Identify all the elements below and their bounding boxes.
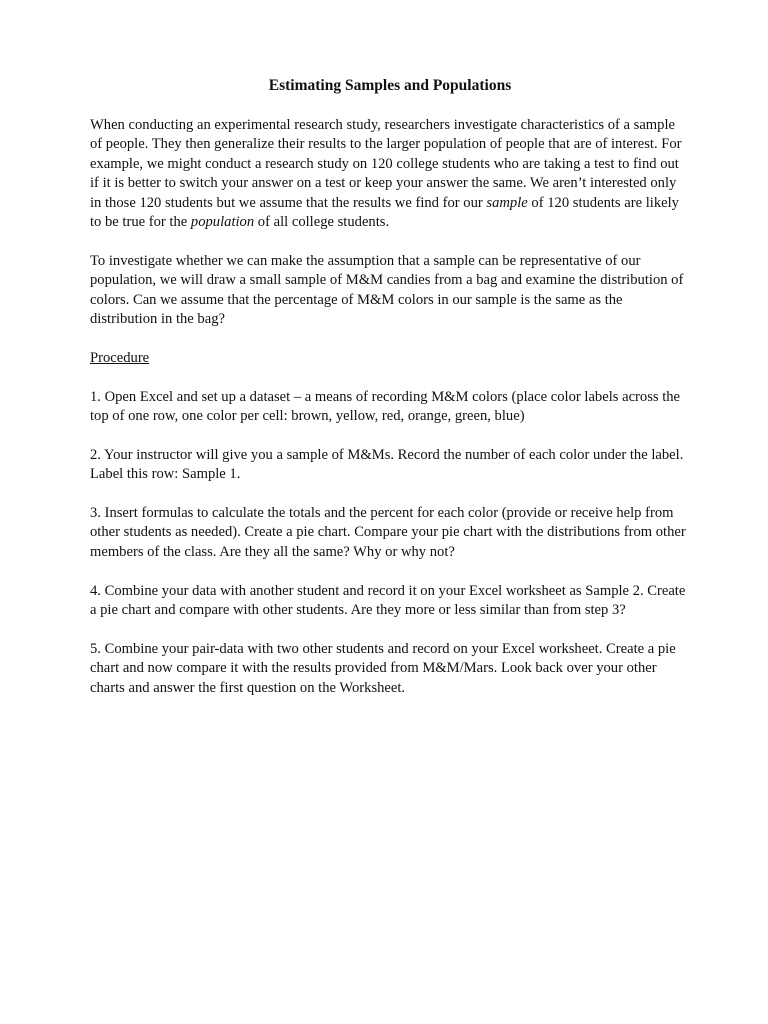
procedure-step: 2. Your instructor will give you a sample of M&Ms. Record the number of each color under the label. Label this row: Sample 1. (90, 446, 684, 483)
procedure-step: 5. Combine your pair-data with two other students and record on your Excel worksheet. Create a pie chart and now compare it with the results provided from M&M/Mars. Look back over your other charts and answer the first question on the Worksheet. (90, 640, 676, 696)
intro-paragraph-2: To investigate whether we can make the assumption that a sample can be representative of our population, we will draw a small sample of M&M candies from a bag and examine the distribution of colors. Can we assume that the percentage of M&M colors in our sample is the same as the distribution in the bag? (90, 252, 684, 328)
procedure-step: 1. Open Excel and set up a dataset – a means of recording M&M colors (place color labels across the top of one row, one color per cell: brown, yellow, red, orange, green, blue) (90, 388, 681, 425)
procedure-step: 3. Insert formulas to calculate the totals and the percent for each color (provide or receive help from other students as needed). Create a pie chart. Compare your pie chart with the distributions from other members of the class. Are they all the same? Why or why not? (90, 505, 686, 560)
procedure-step: 4. Combine your data with another student and record it on your Excel worksheet as Sample 2. Create a pie chart and compare with other students. Are they more or less similar than from step 3? (90, 582, 686, 619)
document-title: Estimating Samples and Populations (268, 77, 512, 94)
document-page (90, 76, 690, 717)
intro-text-a: When conducting an experimental research study, researchers investigate characteristics of a sample of people. They then generalize their results to the larger population of people that are of interest. For example, we might conduct a research study on 120 college students who are taking a test to find out if it is better to switch your answer on a test or keep your answer the same. We aren’t interested only in those 120 students but we assume that the results we find for our (90, 117, 682, 211)
procedure-heading: Procedure (90, 349, 150, 366)
intro-text-b: of 120 students are likely to be true for the (90, 194, 679, 231)
emphasis-sample: sample (486, 194, 528, 211)
intro-paragraph-1 (90, 116, 690, 232)
emphasis-population: population (190, 214, 255, 231)
intro-text-c: of all college students. (254, 214, 390, 231)
